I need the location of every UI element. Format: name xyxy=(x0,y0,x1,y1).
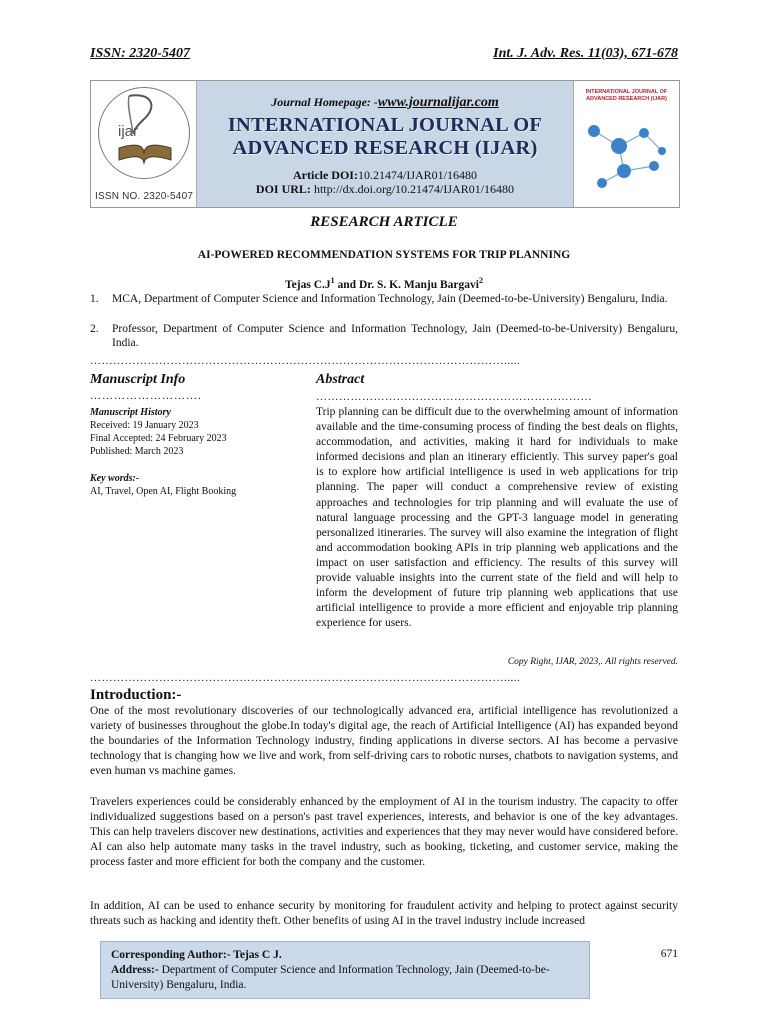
keywords-block xyxy=(90,472,290,498)
affiliation-1 xyxy=(90,292,678,306)
affiliation-2 xyxy=(90,322,678,350)
paper-title: AI-POWERED RECOMMENDATION SYSTEMS FOR TRIP PLANNING xyxy=(197,249,571,261)
author-1: Tejas C.J xyxy=(285,278,331,291)
citation-label: Int. J. Adv. Res. 11(03), 671-678 xyxy=(493,46,678,61)
manuscript-info-heading: Manuscript Info xyxy=(90,372,186,387)
doi-url xyxy=(196,182,574,196)
affiliation-2-text: Professor, Department of Computer Science and Information Technology, Jain (Deemed-to-be-University) Bengaluru, India. xyxy=(112,323,678,349)
abstract-dots: ……………………………………………………………… xyxy=(316,392,592,403)
journal-title xyxy=(196,114,574,160)
accepted-date: Final Accepted: 24 February 2023 xyxy=(90,433,227,444)
corresponding-author-box xyxy=(100,941,590,999)
running-header xyxy=(90,46,678,62)
issn-label: ISSN: 2320-5407 xyxy=(90,46,190,61)
journal-homepage xyxy=(196,95,574,111)
introduction-heading: Introduction:- xyxy=(90,687,182,703)
introduction-paragraph-1: One of the most revolutionary discoveries of our technologically advanced era, artificial intelligence has revolutionized a variety of businesses throughout the globe.In today's digital age, the reach of Artificial Intelligence (AI) has expanded beyond the boundaries of the Information Technology industry, finding applications in diverse sectors. AI has become a pervasive technology that is changing how we live and work, from self-driving cars to robotic nurses, chatbots to navigation systems, and even human vs machine games. xyxy=(90,705,678,778)
author-2-superscript: 2 xyxy=(478,276,483,285)
author-separator: and xyxy=(334,278,359,291)
article-doi xyxy=(196,168,574,182)
address-text: Department of Computer Science and Information Technology, Jain (Deemed-to-be- University) Bengaluru, India. xyxy=(111,964,550,991)
author-1-superscript: 1 xyxy=(330,276,335,285)
separator-bottom: ………………………………………………………………………………………………..... xyxy=(90,673,521,684)
logo-circle xyxy=(98,87,190,179)
address-label: Address:- xyxy=(111,964,159,976)
corresponding-author: Corresponding Author:- Tejas C J. xyxy=(111,949,282,961)
doi-url-link[interactable]: http://dx.doi.org/10.21474/IJAR01/16480 xyxy=(313,182,515,196)
journal-title-line-2: ADVANCED RESEARCH (IJAR) xyxy=(232,137,538,159)
keywords-list: AI, Travel, Open AI, Flight Booking xyxy=(90,486,237,497)
affiliation-1-number: 1. xyxy=(90,293,99,305)
article-type: RESEARCH ARTICLE xyxy=(310,214,458,230)
manuscript-history-label: Manuscript History xyxy=(90,407,171,418)
homepage-link[interactable]: www.journalijar.com xyxy=(377,95,499,110)
logo-issn: ISSN NO. 2320-5407 xyxy=(95,191,194,202)
doi-value: 10.21474/IJAR01/16480 xyxy=(357,168,477,182)
affiliation-2-number: 2. xyxy=(90,323,99,335)
journal-banner xyxy=(90,80,680,208)
doi-label: Article DOI: xyxy=(293,168,358,182)
affiliation-1-text: MCA, Department of Computer Science and Information Technology, Jain (Deemed-to-be-University) Bengaluru, India. xyxy=(112,293,668,305)
journal-cover-image xyxy=(573,81,679,207)
introduction-paragraph-2: Travelers experiences could be considerably enhanced by the employment of AI in the tourism industry. The capacity to offer individualized suggestions based on a person's past travel experiences, interests, and behavior is one of the key advantages. This can help travelers discover new destinations, activities and experiences that they may never would have considered before. AI can also help automate many tasks in the travel industry, such as booking, ticketing, and customer service, making the process faster and more efficient for both the company and the customer. xyxy=(90,796,678,869)
quill-book-icon xyxy=(99,88,189,178)
cover-title: INTERNATIONAL JOURNAL OF ADVANCED RESEARCH (IJAR) xyxy=(585,89,668,102)
published-date: Published: March 2023 xyxy=(90,446,184,457)
journal-title-line-1: INTERNATIONAL JOURNAL OF xyxy=(227,114,543,136)
introduction-paragraph-3: In addition, AI can be used to enhance security by monitoring for fraudulent activity and helping to protect against security threats such as hacking and identity theft. Other benefits of using AI in the travel industry include increased xyxy=(90,900,678,928)
page-number: 671 xyxy=(660,948,678,960)
received-date: Received: 19 January 2023 xyxy=(90,420,199,431)
copyright-notice: Copy Right, IJAR, 2023,. All rights reserved. xyxy=(507,657,678,667)
authors-line xyxy=(0,276,768,291)
separator-top: ………………………………………………………………………………………………..... xyxy=(90,356,521,367)
homepage-label: Journal Homepage: - xyxy=(271,95,378,109)
banner-text xyxy=(196,81,574,207)
abstract-heading: Abstract xyxy=(316,372,365,387)
manuscript-history xyxy=(90,406,290,458)
molecule-illustration-icon xyxy=(574,111,679,201)
keywords-label: Key words:- xyxy=(90,473,140,484)
logo-wordmark: ijar xyxy=(118,123,139,140)
author-2: Dr. S. K. Manju Bargavi xyxy=(358,278,479,291)
manuscript-info-dots: ………………………. xyxy=(90,390,202,402)
author-address xyxy=(111,963,579,993)
abstract-body: Trip planning can be difficult due to the overwhelming amount of information available and the time-consuming process of finding the best deals on flights, accommodation, and activities, making it hard for individuals to make informed decisions and plan an itinerary efficiently. This survey paper's goal is to explore how artificial intelligence is used in web applications for trip planning. The paper will conduct a comprehensive review of existing approaches and technologies for trip planning and will evaluate the use of natural language processing and the GPT-3 language model in generating personalized itineraries. The survey will also examine the integration of flight and accommodation booking APIs in trip planning web applications and the impact on user satisfaction and efficiency. The results of this survey will provide valuable insights into the current state of the field and will help to inform the development of future trip planning web applications that use artificial intelligence to provide a more efficient and enjoyable trip planning experience for users. xyxy=(316,406,678,630)
doi-url-label: DOI URL: xyxy=(255,182,311,196)
journal-logo xyxy=(91,81,197,207)
